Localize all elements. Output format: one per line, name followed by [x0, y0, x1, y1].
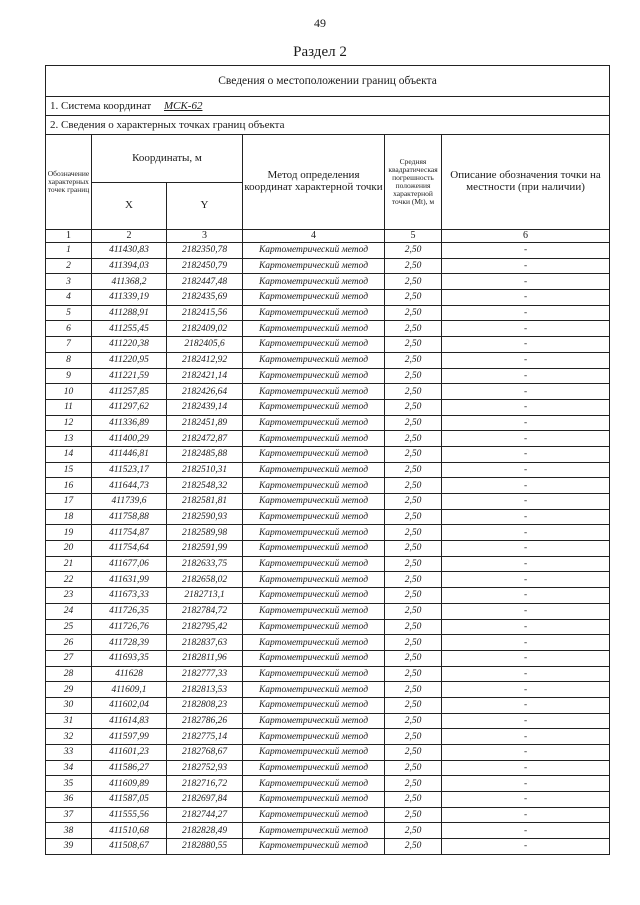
description-cell: -	[442, 541, 610, 557]
table-row	[46, 776, 610, 792]
table-row	[46, 556, 610, 572]
table-caption: Сведения о местоположении границ объекта	[46, 66, 610, 97]
y-coordinate-cell: 2182768,67	[167, 745, 243, 761]
point-number-cell: 30	[46, 697, 92, 713]
column-number: 4	[243, 230, 385, 243]
description-cell: -	[442, 352, 610, 368]
method-cell: Картометрический метод	[243, 666, 385, 682]
accuracy-cell: 2,50	[385, 603, 442, 619]
y-coordinate-cell: 2182409,02	[167, 321, 243, 337]
y-coordinate-cell: 2182837,63	[167, 635, 243, 651]
method-cell: Картометрический метод	[243, 603, 385, 619]
accuracy-cell: 2,50	[385, 713, 442, 729]
y-coordinate-cell: 2182811,96	[167, 650, 243, 666]
y-coordinate-cell: 2182752,93	[167, 760, 243, 776]
table-row	[46, 399, 610, 415]
x-coordinate-cell: 411754,64	[92, 541, 167, 557]
accuracy-cell: 2,50	[385, 446, 442, 462]
method-cell: Картометрический метод	[243, 352, 385, 368]
y-coordinate-cell: 2182828,49	[167, 823, 243, 839]
table-row	[46, 525, 610, 541]
x-coordinate-cell: 411288,91	[92, 305, 167, 321]
description-cell: -	[442, 321, 610, 337]
x-coordinate-cell: 411693,35	[92, 650, 167, 666]
point-number-cell: 9	[46, 368, 92, 384]
y-coordinate-cell: 2182405,6	[167, 337, 243, 353]
column-numbers-row	[46, 230, 610, 243]
table-row	[46, 635, 610, 651]
y-coordinate-cell: 2182775,14	[167, 729, 243, 745]
accuracy-cell: 2,50	[385, 541, 442, 557]
method-cell: Картометрический метод	[243, 697, 385, 713]
accuracy-cell: 2,50	[385, 760, 442, 776]
column-number: 2	[92, 230, 167, 243]
x-coordinate-cell: 411602,04	[92, 697, 167, 713]
table-row	[46, 588, 610, 604]
method-cell: Картометрический метод	[243, 729, 385, 745]
page-number: 49	[314, 16, 326, 30]
point-number-cell: 7	[46, 337, 92, 353]
description-cell: -	[442, 399, 610, 415]
x-coordinate-cell: 411220,38	[92, 337, 167, 353]
point-number-cell: 1	[46, 243, 92, 259]
x-coordinate-cell: 411510,68	[92, 823, 167, 839]
accuracy-cell: 2,50	[385, 321, 442, 337]
method-cell: Картометрический метод	[243, 462, 385, 478]
point-number-cell: 2	[46, 258, 92, 274]
point-number-cell: 26	[46, 635, 92, 651]
accuracy-cell: 2,50	[385, 682, 442, 698]
accuracy-cell: 2,50	[385, 823, 442, 839]
point-number-cell: 22	[46, 572, 92, 588]
description-cell: -	[442, 384, 610, 400]
method-cell: Картометрический метод	[243, 290, 385, 306]
accuracy-cell: 2,50	[385, 588, 442, 604]
method-cell: Картометрический метод	[243, 494, 385, 510]
accuracy-cell: 2,50	[385, 352, 442, 368]
y-coordinate-cell: 2182633,75	[167, 556, 243, 572]
method-cell: Картометрический метод	[243, 243, 385, 259]
y-coordinate-cell: 2182744,27	[167, 807, 243, 823]
x-coordinate-cell: 411400,29	[92, 431, 167, 447]
accuracy-cell: 2,50	[385, 650, 442, 666]
point-number-cell: 21	[46, 556, 92, 572]
header-method: Метод определения координат характерной точки	[243, 135, 385, 230]
description-cell: -	[442, 509, 610, 525]
description-cell: -	[442, 556, 610, 572]
table-row	[46, 745, 610, 761]
method-cell: Картометрический метод	[243, 509, 385, 525]
method-cell: Картометрический метод	[243, 635, 385, 651]
point-number-cell: 18	[46, 509, 92, 525]
accuracy-cell: 2,50	[385, 619, 442, 635]
y-coordinate-cell: 2182350,78	[167, 243, 243, 259]
table-row	[46, 509, 610, 525]
point-number-cell: 12	[46, 415, 92, 431]
point-number-cell: 5	[46, 305, 92, 321]
table-row	[46, 697, 610, 713]
method-cell: Картометрический метод	[243, 258, 385, 274]
coordinate-system-label: 1. Система координат	[50, 100, 152, 112]
header-point-name: Обозначение характерных точек границ	[46, 135, 92, 230]
description-cell: -	[442, 494, 610, 510]
table-row	[46, 572, 610, 588]
description-cell: -	[442, 258, 610, 274]
y-coordinate-cell: 2182439,14	[167, 399, 243, 415]
method-cell: Картометрический метод	[243, 682, 385, 698]
y-coordinate-cell: 2182590,93	[167, 509, 243, 525]
x-coordinate-cell: 411220,95	[92, 352, 167, 368]
table-row	[46, 258, 610, 274]
y-coordinate-cell: 2182813,53	[167, 682, 243, 698]
description-cell: -	[442, 697, 610, 713]
accuracy-cell: 2,50	[385, 666, 442, 682]
description-cell: -	[442, 274, 610, 290]
description-cell: -	[442, 337, 610, 353]
method-cell: Картометрический метод	[243, 839, 385, 855]
point-number-cell: 10	[46, 384, 92, 400]
method-cell: Картометрический метод	[243, 337, 385, 353]
description-cell: -	[442, 650, 610, 666]
x-coordinate-cell: 411628	[92, 666, 167, 682]
accuracy-cell: 2,50	[385, 478, 442, 494]
x-coordinate-cell: 411609,1	[92, 682, 167, 698]
method-cell: Картометрический метод	[243, 619, 385, 635]
x-coordinate-cell: 411257,85	[92, 384, 167, 400]
table-row	[46, 650, 610, 666]
x-coordinate-cell: 411631,99	[92, 572, 167, 588]
y-coordinate-cell: 2182548,32	[167, 478, 243, 494]
accuracy-cell: 2,50	[385, 337, 442, 353]
description-cell: -	[442, 807, 610, 823]
point-number-cell: 24	[46, 603, 92, 619]
table-row	[46, 305, 610, 321]
accuracy-cell: 2,50	[385, 462, 442, 478]
description-cell: -	[442, 290, 610, 306]
method-cell: Картометрический метод	[243, 807, 385, 823]
point-number-cell: 14	[46, 446, 92, 462]
point-number-cell: 6	[46, 321, 92, 337]
table-row	[46, 666, 610, 682]
accuracy-cell: 2,50	[385, 839, 442, 855]
method-cell: Картометрический метод	[243, 760, 385, 776]
table-row	[46, 243, 610, 259]
accuracy-cell: 2,50	[385, 305, 442, 321]
y-coordinate-cell: 2182880,55	[167, 839, 243, 855]
method-cell: Картометрический метод	[243, 274, 385, 290]
method-cell: Картометрический метод	[243, 541, 385, 557]
y-coordinate-cell: 2182716,72	[167, 776, 243, 792]
points-section-label: 2. Сведения о характерных точках границ объекта	[46, 116, 610, 135]
point-number-cell: 37	[46, 807, 92, 823]
x-coordinate-cell: 411601,23	[92, 745, 167, 761]
point-number-cell: 35	[46, 776, 92, 792]
description-cell: -	[442, 619, 610, 635]
x-coordinate-cell: 411394,03	[92, 258, 167, 274]
accuracy-cell: 2,50	[385, 431, 442, 447]
point-number-cell: 34	[46, 760, 92, 776]
point-number-cell: 32	[46, 729, 92, 745]
method-cell: Картометрический метод	[243, 713, 385, 729]
accuracy-cell: 2,50	[385, 635, 442, 651]
accuracy-cell: 2,50	[385, 494, 442, 510]
y-coordinate-cell: 2182808,23	[167, 697, 243, 713]
y-coordinate-cell: 2182435,69	[167, 290, 243, 306]
point-number-cell: 29	[46, 682, 92, 698]
coordinate-system-row	[46, 97, 610, 116]
header-accuracy: Средняя квадратическая погрешность положения характерной точки (Mt), м	[385, 135, 442, 230]
table-row	[46, 274, 610, 290]
coordinate-system-value: МСК-62	[163, 100, 203, 112]
x-coordinate-cell: 411508,67	[92, 839, 167, 855]
description-cell: -	[442, 415, 610, 431]
table-row	[46, 384, 610, 400]
accuracy-cell: 2,50	[385, 792, 442, 808]
table-row	[46, 603, 610, 619]
method-cell: Картометрический метод	[243, 368, 385, 384]
header-x: X	[92, 183, 167, 230]
y-coordinate-cell: 2182421,14	[167, 368, 243, 384]
description-cell: -	[442, 666, 610, 682]
column-number: 5	[385, 230, 442, 243]
method-cell: Картометрический метод	[243, 399, 385, 415]
x-coordinate-cell: 411739,6	[92, 494, 167, 510]
x-coordinate-cell: 411673,33	[92, 588, 167, 604]
x-coordinate-cell: 411644,73	[92, 478, 167, 494]
accuracy-cell: 2,50	[385, 384, 442, 400]
accuracy-cell: 2,50	[385, 807, 442, 823]
description-cell: -	[442, 603, 610, 619]
method-cell: Картометрический метод	[243, 556, 385, 572]
table-row	[46, 682, 610, 698]
header-coordinates: Координаты, м	[92, 135, 243, 183]
method-cell: Картометрический метод	[243, 823, 385, 839]
accuracy-cell: 2,50	[385, 572, 442, 588]
table-row	[46, 446, 610, 462]
accuracy-cell: 2,50	[385, 258, 442, 274]
x-coordinate-cell: 411586,27	[92, 760, 167, 776]
point-number-cell: 16	[46, 478, 92, 494]
table-row	[46, 619, 610, 635]
x-coordinate-cell: 411728,39	[92, 635, 167, 651]
method-cell: Картометрический метод	[243, 745, 385, 761]
table-row	[46, 431, 610, 447]
table-row	[46, 415, 610, 431]
table-row	[46, 760, 610, 776]
accuracy-cell: 2,50	[385, 745, 442, 761]
table-row	[46, 337, 610, 353]
description-cell: -	[442, 682, 610, 698]
point-number-cell: 38	[46, 823, 92, 839]
table-row	[46, 823, 610, 839]
x-coordinate-cell: 411587,05	[92, 792, 167, 808]
table-row	[46, 807, 610, 823]
description-cell: -	[442, 478, 610, 494]
description-cell: -	[442, 823, 610, 839]
point-number-cell: 28	[46, 666, 92, 682]
column-number: 1	[46, 230, 92, 243]
table-row	[46, 290, 610, 306]
x-coordinate-cell: 411297,62	[92, 399, 167, 415]
method-cell: Картометрический метод	[243, 588, 385, 604]
point-number-cell: 20	[46, 541, 92, 557]
y-coordinate-cell: 2182591,99	[167, 541, 243, 557]
y-coordinate-cell: 2182451,89	[167, 415, 243, 431]
accuracy-cell: 2,50	[385, 290, 442, 306]
x-coordinate-cell: 411255,45	[92, 321, 167, 337]
y-coordinate-cell: 2182784,72	[167, 603, 243, 619]
method-cell: Картометрический метод	[243, 478, 385, 494]
y-coordinate-cell: 2182426,64	[167, 384, 243, 400]
accuracy-cell: 2,50	[385, 399, 442, 415]
point-number-cell: 17	[46, 494, 92, 510]
table-row	[46, 462, 610, 478]
description-cell: -	[442, 729, 610, 745]
method-cell: Картометрический метод	[243, 650, 385, 666]
section-title: Раздел 2	[293, 44, 347, 60]
accuracy-cell: 2,50	[385, 697, 442, 713]
y-coordinate-cell: 2182510,31	[167, 462, 243, 478]
y-coordinate-cell: 2182589,98	[167, 525, 243, 541]
header-description: Описание обозначения точки на местности (при наличии)	[442, 135, 610, 230]
x-coordinate-cell: 411614,83	[92, 713, 167, 729]
y-coordinate-cell: 2182786,26	[167, 713, 243, 729]
description-cell: -	[442, 776, 610, 792]
y-coordinate-cell: 2182658,02	[167, 572, 243, 588]
point-number-cell: 39	[46, 839, 92, 855]
header-y: Y	[167, 183, 243, 230]
description-cell: -	[442, 745, 610, 761]
table-row	[46, 792, 610, 808]
table-row	[46, 352, 610, 368]
y-coordinate-cell: 2182581,81	[167, 494, 243, 510]
table-row	[46, 713, 610, 729]
method-cell: Картометрический метод	[243, 305, 385, 321]
accuracy-cell: 2,50	[385, 415, 442, 431]
accuracy-cell: 2,50	[385, 556, 442, 572]
point-number-cell: 13	[46, 431, 92, 447]
description-cell: -	[442, 431, 610, 447]
x-coordinate-cell: 411555,56	[92, 807, 167, 823]
column-number: 6	[442, 230, 610, 243]
y-coordinate-cell: 2182472,87	[167, 431, 243, 447]
boundary-points-table	[45, 65, 610, 855]
table-row	[46, 839, 610, 855]
x-coordinate-cell: 411609,89	[92, 776, 167, 792]
y-coordinate-cell: 2182450,79	[167, 258, 243, 274]
y-coordinate-cell: 2182713,1	[167, 588, 243, 604]
point-number-cell: 15	[46, 462, 92, 478]
point-number-cell: 11	[46, 399, 92, 415]
y-coordinate-cell: 2182777,33	[167, 666, 243, 682]
description-cell: -	[442, 760, 610, 776]
x-coordinate-cell: 411339,19	[92, 290, 167, 306]
table-row	[46, 368, 610, 384]
description-cell: -	[442, 525, 610, 541]
point-number-cell: 4	[46, 290, 92, 306]
description-cell: -	[442, 713, 610, 729]
description-cell: -	[442, 635, 610, 651]
column-number: 3	[167, 230, 243, 243]
y-coordinate-cell: 2182412,92	[167, 352, 243, 368]
method-cell: Картометрический метод	[243, 446, 385, 462]
description-cell: -	[442, 368, 610, 384]
accuracy-cell: 2,50	[385, 729, 442, 745]
x-coordinate-cell: 411758,88	[92, 509, 167, 525]
method-cell: Картометрический метод	[243, 572, 385, 588]
accuracy-cell: 2,50	[385, 274, 442, 290]
x-coordinate-cell: 411726,76	[92, 619, 167, 635]
accuracy-cell: 2,50	[385, 776, 442, 792]
point-number-cell: 36	[46, 792, 92, 808]
y-coordinate-cell: 2182795,42	[167, 619, 243, 635]
table-row	[46, 541, 610, 557]
point-number-cell: 25	[46, 619, 92, 635]
description-cell: -	[442, 305, 610, 321]
x-coordinate-cell: 411523,17	[92, 462, 167, 478]
x-coordinate-cell: 411726,35	[92, 603, 167, 619]
table-row	[46, 494, 610, 510]
method-cell: Картометрический метод	[243, 525, 385, 541]
y-coordinate-cell: 2182697,84	[167, 792, 243, 808]
point-number-cell: 19	[46, 525, 92, 541]
x-coordinate-cell: 411677,06	[92, 556, 167, 572]
point-number-cell: 33	[46, 745, 92, 761]
y-coordinate-cell: 2182415,56	[167, 305, 243, 321]
accuracy-cell: 2,50	[385, 243, 442, 259]
y-coordinate-cell: 2182485,88	[167, 446, 243, 462]
x-coordinate-cell: 411368,2	[92, 274, 167, 290]
description-cell: -	[442, 792, 610, 808]
point-number-cell: 8	[46, 352, 92, 368]
method-cell: Картометрический метод	[243, 792, 385, 808]
table-row	[46, 478, 610, 494]
point-number-cell: 27	[46, 650, 92, 666]
method-cell: Картометрический метод	[243, 431, 385, 447]
point-number-cell: 23	[46, 588, 92, 604]
accuracy-cell: 2,50	[385, 509, 442, 525]
description-cell: -	[442, 446, 610, 462]
y-coordinate-cell: 2182447,48	[167, 274, 243, 290]
description-cell: -	[442, 462, 610, 478]
method-cell: Картометрический метод	[243, 415, 385, 431]
method-cell: Картометрический метод	[243, 776, 385, 792]
table-row	[46, 321, 610, 337]
x-coordinate-cell: 411446,81	[92, 446, 167, 462]
description-cell: -	[442, 572, 610, 588]
table-row	[46, 729, 610, 745]
point-number-cell: 31	[46, 713, 92, 729]
x-coordinate-cell: 411597,99	[92, 729, 167, 745]
description-cell: -	[442, 839, 610, 855]
table-body	[46, 243, 610, 855]
description-cell: -	[442, 243, 610, 259]
x-coordinate-cell: 411336,89	[92, 415, 167, 431]
accuracy-cell: 2,50	[385, 368, 442, 384]
method-cell: Картометрический метод	[243, 384, 385, 400]
accuracy-cell: 2,50	[385, 525, 442, 541]
x-coordinate-cell: 411221,59	[92, 368, 167, 384]
x-coordinate-cell: 411754,87	[92, 525, 167, 541]
description-cell: -	[442, 588, 610, 604]
point-number-cell: 3	[46, 274, 92, 290]
x-coordinate-cell: 411430,83	[92, 243, 167, 259]
method-cell: Картометрический метод	[243, 321, 385, 337]
